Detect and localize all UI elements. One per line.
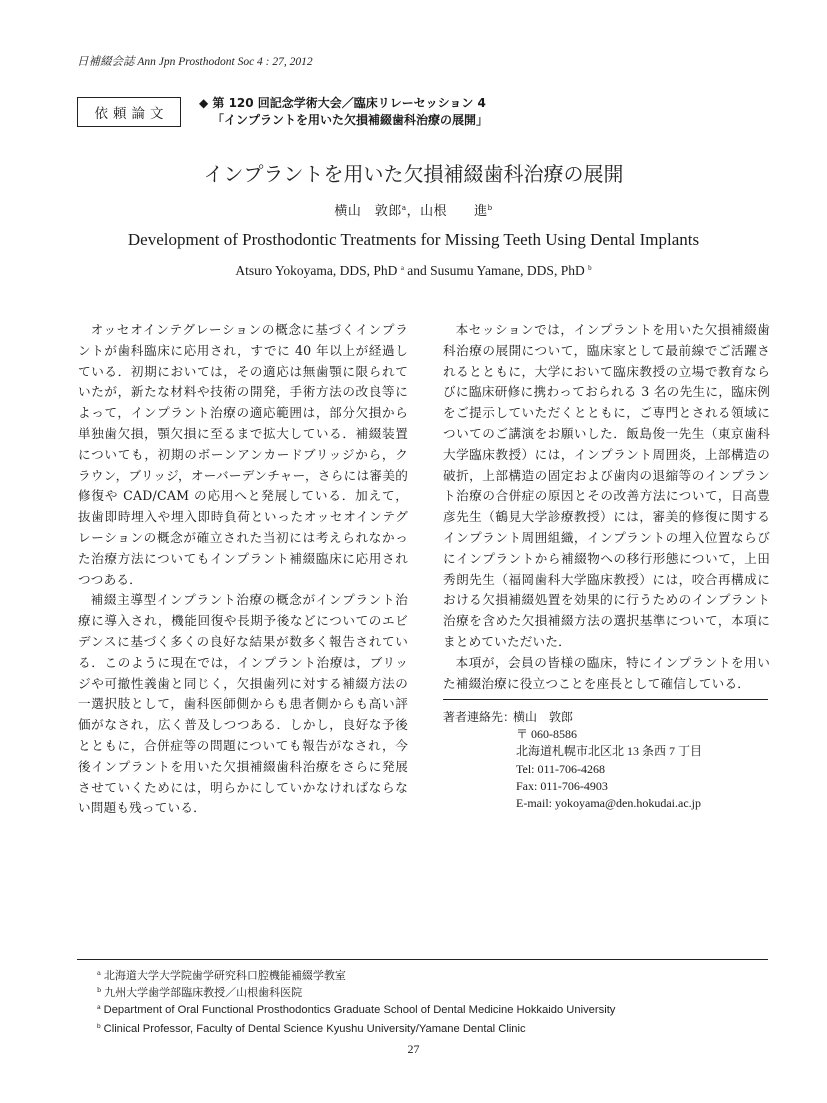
- author-conjunction: and: [403, 263, 431, 278]
- paragraph: 補綴主導型インプラント治療の概念がインプラント治療に導入され，機能回復や長期予後などについてのエビデンスに基づく多くの良好な結果が数多く報告されている．このように現在では，インプラント治療は，ブリッジや可撤性義歯と同じく，欠損歯列に対する補綴方法の一選択肢として，歯科医師側からも患者側からも高い評価がなされ，広く普及しつつある．しかし，良好な予後とともに，合併症等の問題についても報告がなされ，今後インプラントを用いた欠損補綴歯科治療をさらに発展させていくためには，明らかにしていかなければならない問題も残っている．: [78, 592, 408, 816]
- japanese-title: インプラントを用いた欠損補綴歯科治療の展開: [203, 162, 624, 186]
- journal-citation: 日補綴会誌 Ann Jpn Prosthodont Soc 4 : 27, 2012: [77, 56, 313, 68]
- body-column-left: [78, 320, 408, 819]
- affil-mark: a: [400, 264, 404, 272]
- footnote-mark: b: [97, 986, 102, 995]
- author-separator: ，: [406, 204, 421, 219]
- contact-fax: Fax: 011-706-4903: [516, 778, 608, 793]
- author-contact: [443, 709, 702, 812]
- english-authors: [0, 263, 827, 279]
- contact-name: 横山 敦郎: [513, 710, 574, 724]
- footnote: [97, 983, 615, 1000]
- author-en-2: Susumu Yamane, DDS, PhD: [430, 263, 585, 278]
- contact-label: 著者連絡先：: [443, 710, 516, 724]
- footnote-mark: b: [97, 1022, 101, 1030]
- article-type-badge: 依頼論文: [77, 97, 181, 127]
- page-number: 27: [407, 1042, 420, 1056]
- session-heading: [199, 95, 488, 129]
- contact-address: 北海道札幌市北区北 13 条西 7 丁目: [516, 744, 703, 759]
- body-column-right: [443, 320, 770, 694]
- japanese-authors: [0, 200, 827, 219]
- affil-mark: a: [401, 204, 407, 212]
- author-jp-1: 横山 敦郎: [334, 204, 402, 219]
- contact-tel: Tel: 011-706-4268: [516, 761, 606, 776]
- footnote-text: Department of Oral Functional Prosthodontics Graduate School of Dental Medicine Hokkaido University: [103, 1004, 616, 1017]
- session-line-2: 「インプラントを用いた欠損補綴歯科治療の展開」: [212, 113, 489, 127]
- footnote-text: Clinical Professor, Faculty of Dental Science Kyushu University/Yamane Dental Clinic: [103, 1022, 526, 1035]
- paragraph: オッセオインテグレーションの概念に基づくインプラントが歯科臨床に応用され，すでに 40 年以上が経過している．初期においては，その適応は無歯顎に限られていたが，新たな材料や技術の開発，手術方法の改良等によって，インプラント治療の適応範囲は，部分欠損から単独歯欠損，顎欠損に至るまで拡大している．補綴装置についても，初期のボーンアンカードブリッジから，クラウン，ブリッジ，オーバーデンチャー，さらには審美的修復や CAD/CAM の応用へと発展している．加えて，抜歯即時埋入や埋入即時負荷といったオッセオインテグレーションの概念が確立された当初には考えられなかった治療方法についてもインプラント補綴臨床に応用されつつある．: [78, 322, 408, 587]
- english-title: Development of Prosthodontic Treatments for Missing Teeth Using Dental Implants: [127, 230, 700, 249]
- footnote: [97, 1000, 615, 1018]
- session-line-1: ◆ 第 120 回記念学術大会／臨床リレーセッション 4: [199, 96, 486, 110]
- footnotes: [97, 966, 615, 1037]
- footnote: [97, 1019, 615, 1037]
- contact-email[interactable]: E-mail: yokoyama@den.hokudai.ac.jp: [516, 796, 701, 811]
- paragraph: 本項が，会員の皆様の臨床，特にインプラントを用いた補綴治療に役立つことを座長として確信している．: [443, 654, 770, 691]
- footnote-text: 北海道大学大学院歯学研究科口腔機能補綴学教室: [103, 969, 346, 982]
- footnote-divider: [77, 959, 768, 960]
- footnote-mark: a: [97, 1004, 101, 1012]
- affil-mark: b: [487, 204, 493, 212]
- author-jp-2: 山根 進: [420, 204, 488, 219]
- author-en-1: Atsuro Yokoyama, DDS, PhD: [235, 263, 398, 278]
- contact-postal: 〒 060-8586: [516, 727, 577, 742]
- paragraph: 本セッションでは，インプラントを用いた欠損補綴歯科治療の展開について，臨床家として最前線でご活躍されるとともに，大学において臨床教授の立場で教育ならびに臨床研修に携わっておられる 3 名の先生に，臨床例をご提示していただくとともに，ご専門とされる領域についてのご講演をお願いした．飯島俊一先生（東京歯科大学臨床教授）には，インプラント周囲炎，上部構造の破折，上部構造の固定および歯肉の退縮等のインプラント治療の合併症の原因とその改善方法について，日高豊彦先生（鶴見大学診療教授）には，審美的修復に関するインプラント周囲組織，インプラントの埋入位置ならびにインプラントから補綴物への移行形態について，上田秀朗先生（福岡歯科大学臨床教授）には，咬合再構成における欠損補綴処置を効果的に行うためのインプラント治療を含めた欠損補綴方法の選択基準について，本項にまとめていただいた．: [443, 322, 770, 649]
- affil-mark: b: [588, 264, 592, 272]
- footnote-text: 九州大学歯学部臨床教授／山根歯科医院: [104, 986, 303, 1000]
- contact-divider: [443, 699, 768, 700]
- footnote-mark: a: [97, 969, 101, 977]
- footnote: [97, 966, 615, 983]
